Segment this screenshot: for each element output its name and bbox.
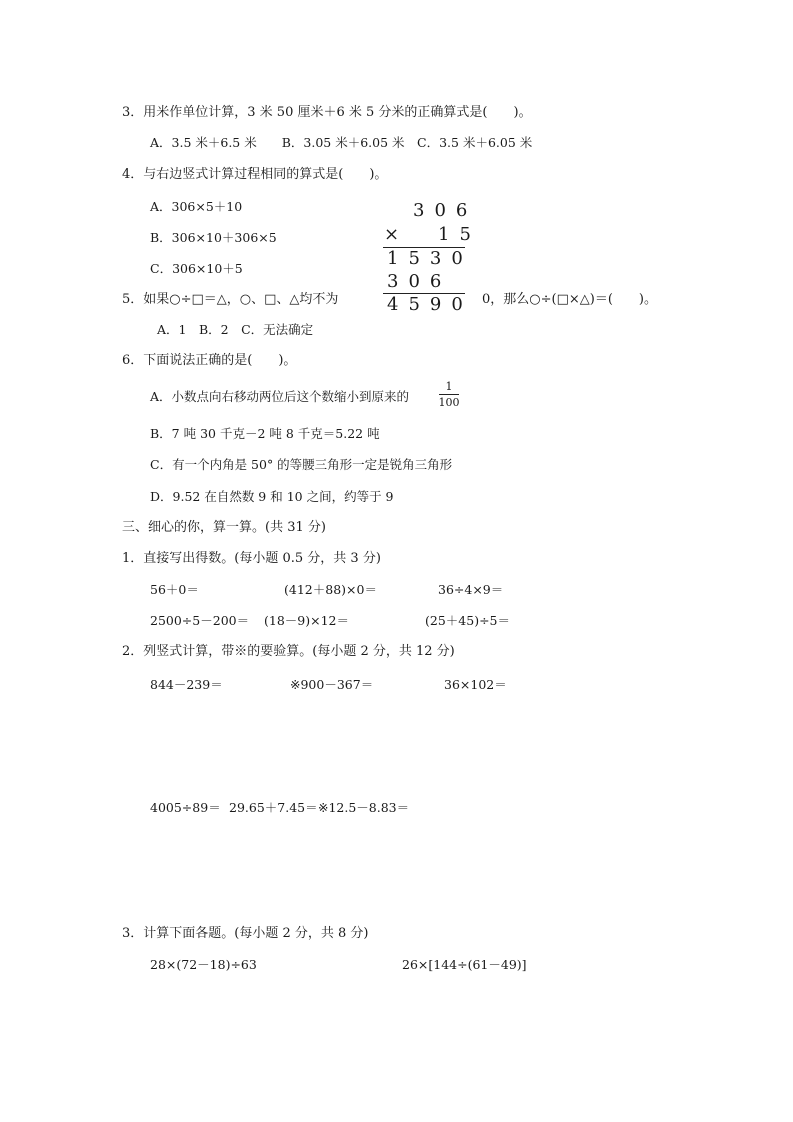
question-4-option-a: A．306×5＋10	[150, 199, 243, 214]
vertical-multiplier: 15	[438, 224, 481, 245]
vertical-partial-1: 1530	[387, 248, 473, 269]
vertical-multiplicand: 306	[413, 200, 478, 221]
question-6-option-d: D．9.52 在自然数 9 和 10 之间，约等于 9	[150, 489, 394, 504]
fraction-one-hundredth	[437, 380, 461, 409]
section-3-title: 三、细心的你，算一算。(共 31 分)	[122, 520, 326, 535]
calc-item: 2500÷5－200＝	[150, 613, 250, 628]
question-4-option-b: B．306×10＋306×5	[150, 230, 277, 245]
calc-item: 28×(72－18)÷63	[150, 957, 257, 972]
vertical-product: 4590	[387, 294, 473, 315]
part-3-title: 3．计算下面各题。(每小题 2 分，共 8 分)	[122, 926, 369, 941]
fraction-numerator: 1	[445, 380, 453, 393]
calc-item: 36÷4×9＝	[438, 582, 504, 597]
calc-item: 26×[144÷(61－49)]	[402, 957, 527, 972]
question-3-stem: 3．用米作单位计算，3 米 50 厘米＋6 米 5 分米的正确算式是( )。	[122, 105, 532, 120]
calc-item: 4005÷89＝	[150, 800, 221, 815]
question-5-stem: 5．如果○÷□＝△，○、□、△均不为	[122, 292, 339, 307]
vertical-times-sign: ×	[384, 224, 400, 245]
calc-item: 844－239＝	[150, 677, 223, 692]
question-3-options: A．3.5 米＋6.5 米 B．3.05 米＋6.05 米 C．3.5 米＋6.05 米	[150, 135, 533, 150]
fraction-bar	[439, 394, 459, 395]
calc-item: 56＋0＝	[150, 582, 199, 597]
calc-item: (18－9)×12＝	[264, 613, 349, 628]
question-5-options: A．1 B．2 C．无法确定	[157, 322, 314, 337]
part-1-title: 1．直接写出得数。(每小题 0.5 分，共 3 分)	[122, 551, 381, 566]
calc-item: (25＋45)÷5＝	[425, 613, 510, 628]
question-6-option-c: C．有一个内角是 50° 的等腰三角形一定是锐角三角形	[150, 457, 453, 472]
part-2-title: 2．列竖式计算，带※的要验算。(每小题 2 分，共 12 分)	[122, 644, 455, 659]
question-4-option-c: C．306×10＋5	[150, 261, 243, 276]
question-6-option-b: B．7 吨 30 千克－2 吨 8 千克＝5.22 吨	[150, 426, 380, 441]
calc-item: ※900－367＝	[290, 677, 374, 692]
question-6-stem: 6．下面说法正确的是( )。	[122, 353, 297, 368]
vertical-partial-2: 306	[387, 271, 452, 292]
calc-item: 29.65＋7.45＝	[229, 800, 318, 815]
question-5-stem-continued: 0，那么○÷(□×△)＝( )。	[482, 292, 657, 307]
calc-item: 36×102＝	[444, 677, 507, 692]
calc-item: ※12.5－8.83＝	[318, 800, 410, 815]
question-4-stem: 4．与右边竖式计算过程相同的算式是( )。	[122, 167, 388, 182]
question-6-option-a: A．小数点向右移动两位后这个数缩小到原来的	[150, 389, 410, 404]
fraction-denominator: 100	[438, 396, 460, 409]
calc-item: (412＋88)×0＝	[284, 582, 377, 597]
